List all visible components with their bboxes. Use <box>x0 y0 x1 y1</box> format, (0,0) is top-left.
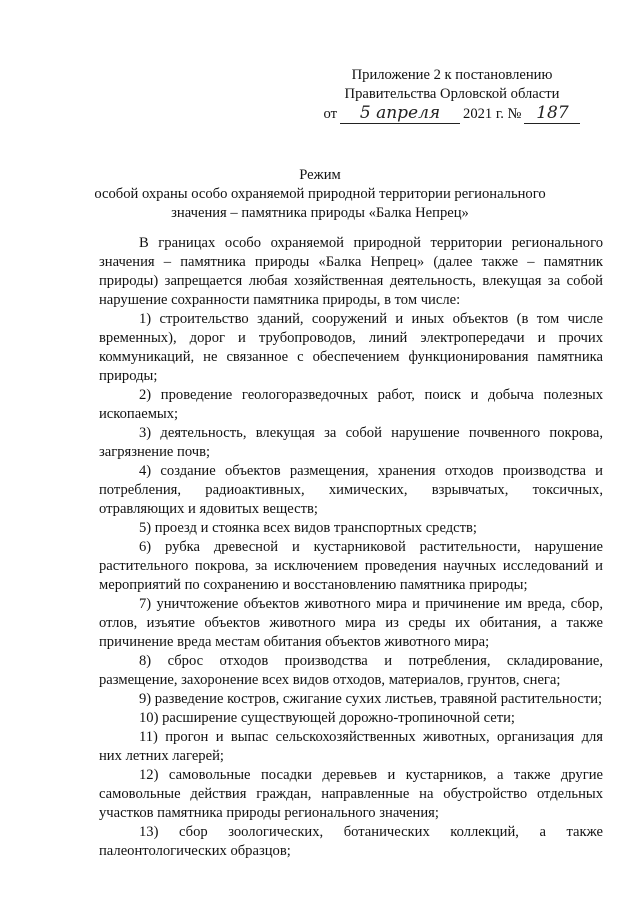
appendix-line-2: Правительства Орловской области <box>344 86 560 102</box>
list-item: 10) расширение существующей дорожно-тропиночной сети; <box>139 710 515 726</box>
list-item: 12) самовольные посадки деревьев и кустарников, а также другие самовольные действия граждан, направленные на обустройство отдельных участков памятника природы регионального значения; <box>99 767 603 821</box>
list-item: 3) деятельность, влекущая за собой нарушение почвенного покрова, загрязнение почв; <box>99 425 603 460</box>
decree-year: 2021 г. № <box>463 106 522 122</box>
list-item: 6) рубка древесной и кустарниковой растительности, нарушение растительного покрова, за исключением проведения научных исследований и мероприятий по сохранению и восстановлению памятника природы; <box>99 539 603 593</box>
appendix-line-1: Приложение 2 к постановлению <box>351 67 553 83</box>
list-item: 8) сброс отходов производства и потребления, складирование, размещение, захоронение всех видов отходов, материалов, грунтов, снега; <box>99 653 603 688</box>
document-body <box>99 234 603 861</box>
intro-paragraph: В границах особо охраняемой природной территории регионального значения – памятника природы «Балка Непрец» (далее также – памятник природы) запрещается любая хозяйственная деятельность, влекущая за собой нарушение сохранности памятника природы, в том числе: <box>99 235 603 308</box>
title-line-2: особой охраны особо охраняемой природной территории регионального <box>94 186 546 202</box>
list-item: 2) проведение геологоразведочных работ, поиск и добыча полезных ископаемых; <box>99 387 603 422</box>
list-item: 5) проезд и стоянка всех видов транспортных средств; <box>139 520 477 536</box>
list-item: 11) прогон и выпас сельскохозяйственных животных, организация для них летних лагерей; <box>99 729 603 764</box>
list-item: 7) уничтожение объектов животного мира и причинение им вреда, сбор, отлов, изъятие объектов животного мира из среды их обитания, а также причинение вреда местам обитания объектов животного мира; <box>99 596 603 650</box>
title-line-3: значения – памятника природы «Балка Непрец» <box>171 205 469 221</box>
list-item: 1) строительство зданий, сооружений и иных объектов (в том числе временных), дорог и трубопроводов, линий электропередачи и прочих коммуникаций, не связанное с обеспечением функционирования памятника природы; <box>99 311 603 384</box>
list-item: 9) разведение костров, сжигание сухих листьев, травяной растительности; <box>139 691 603 707</box>
date-prefix: от <box>323 106 338 122</box>
list-item: 13) сбор зоологических, ботанических коллекций, а также палеонтологических образцов; <box>99 824 603 859</box>
handwritten-decree-number: 187 <box>524 104 580 124</box>
list-item: 4) создание объектов размещения, хранения отходов производства и потребления, радиоактивных, химических, взрывчатых, токсичных, отравляющих и ядовитых веществ; <box>99 463 603 517</box>
document-title <box>60 166 580 223</box>
decree-date-line <box>302 104 602 124</box>
title-line-1: Режим <box>299 167 341 183</box>
appendix-header <box>302 66 602 124</box>
handwritten-date: 5 апреля <box>340 104 460 124</box>
